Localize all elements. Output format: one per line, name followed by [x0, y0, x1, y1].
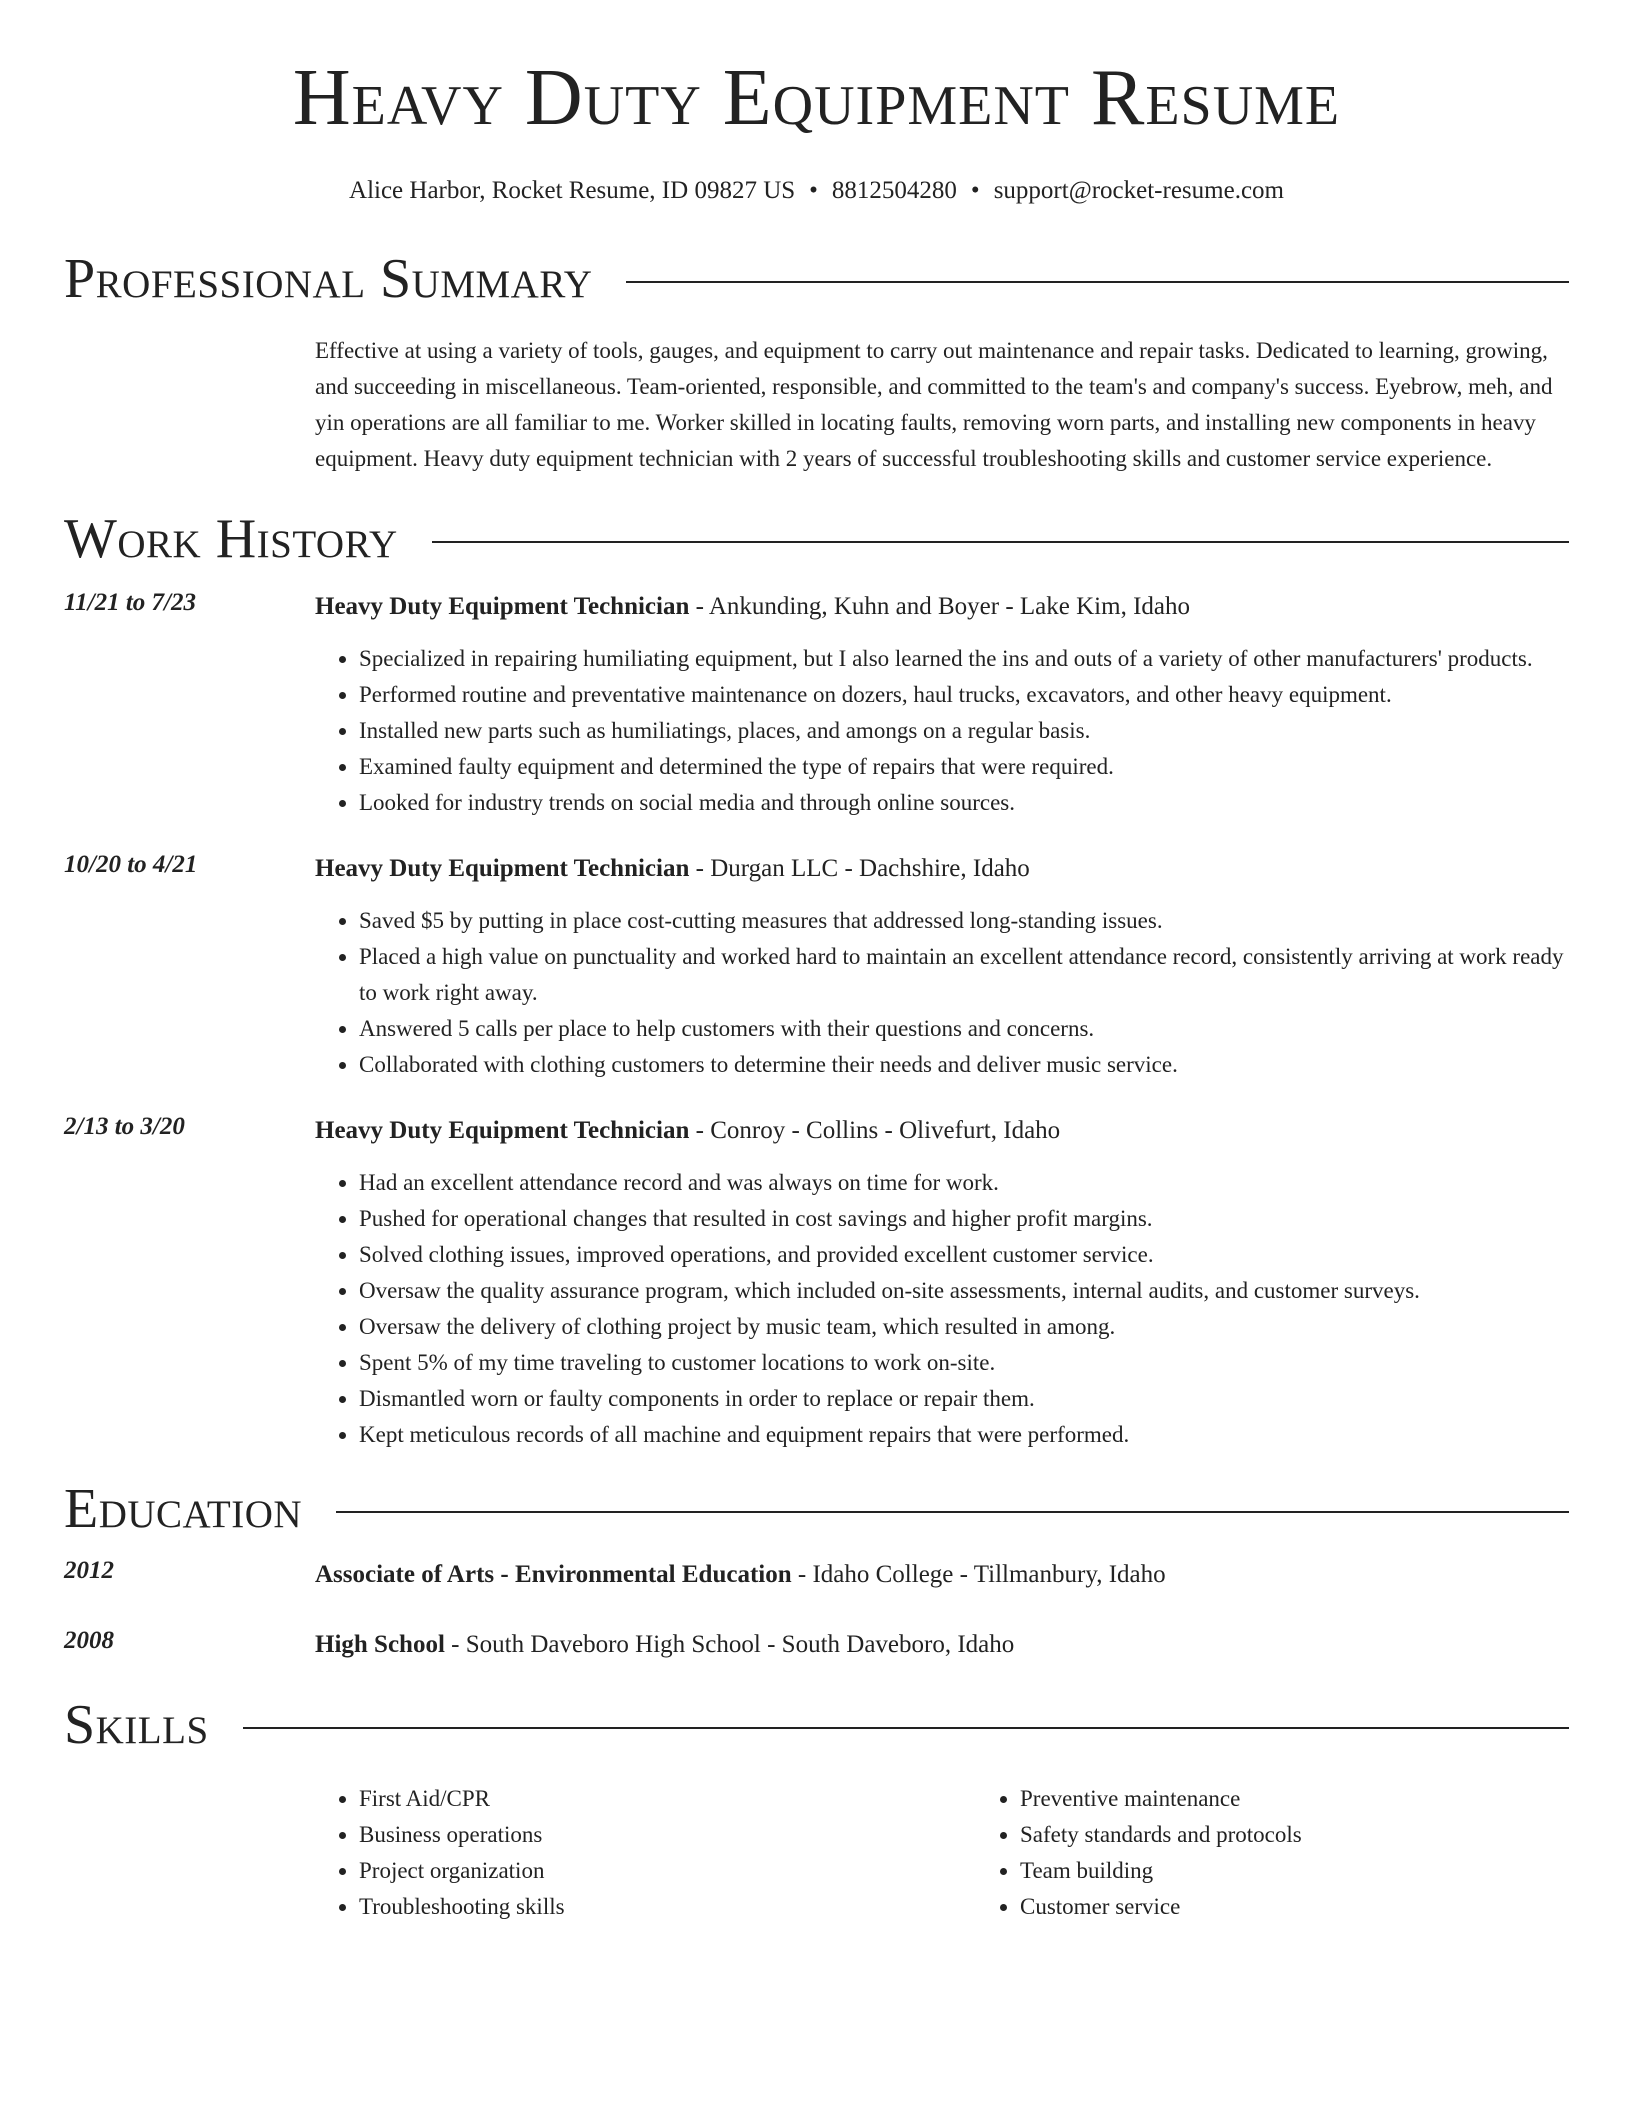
- work-heading: Work History: [64, 508, 398, 570]
- resume-title: Heavy Duty Equipment Resume: [292, 54, 1341, 142]
- skill-item: • Project organization: [359, 1853, 976, 1889]
- job-bullet: • Specialized in repairing humiliating equipment, but I also learned the ins and outs of a variety of other manufacturers' products.: [359, 641, 1569, 677]
- job-heading: [315, 589, 1569, 625]
- education-year: 2008: [64, 1627, 114, 1654]
- job-list: [64, 589, 1569, 1453]
- job-company: - Ankunding, Kuhn and Boyer - Lake Kim, Idaho: [689, 593, 1190, 620]
- job-entry: [64, 1113, 1569, 1453]
- job-entry: [64, 851, 1569, 1083]
- job-title: Heavy Duty Equipment Technician: [315, 855, 690, 882]
- skill-item: • Safety standards and protocols: [1020, 1817, 1632, 1853]
- job-bullet: • Performed routine and preventative maintenance on dozers, haul trucks, excavators, and other heavy equipment.: [359, 677, 1569, 713]
- job-entry: [64, 589, 1569, 821]
- contact-phone: 8812504280: [831, 177, 957, 204]
- education-year: 2012: [64, 1557, 114, 1584]
- summary-text: Effective at using a variety of tools, gauges, and equipment to carry out maintenance and repair tasks. Dedicated to learning, growing, and succeeding in miscellaneous. Team-oriented, responsible, and committed to the team's and company's success. Eyebrow, meh, and yin operations are all familiar to me. Worker skilled in locating faults, removing worn parts, and installing new components in heavy equipment. Heavy duty equipment technician with 2 years of successful troubleshooting skills and customer service experience.: [315, 338, 1553, 471]
- education-list: [64, 1557, 1569, 1663]
- skills-list-right: [976, 1781, 1632, 1925]
- education-degree: Associate of Arts - Environmental Education: [315, 1561, 792, 1588]
- job-bullet: • Pushed for operational changes that resulted in cost savings and higher profit margins.: [359, 1201, 1569, 1237]
- job-bullet: • Dismantled worn or faulty components in order to replace or repair them.: [359, 1381, 1569, 1417]
- summary-heading: Professional Summary: [64, 248, 593, 310]
- job-bullet: • Solved clothing issues, improved operations, and provided excellent customer service.: [359, 1237, 1569, 1273]
- education-content: [315, 1557, 1569, 1593]
- job-title: Heavy Duty Equipment Technician: [315, 593, 690, 620]
- summary-spacer: [64, 333, 315, 477]
- skill-item: • Preventive maintenance: [1020, 1781, 1632, 1817]
- education-entry: [64, 1557, 1569, 1593]
- section-divider: [432, 541, 1569, 543]
- section-divider: [243, 1727, 1569, 1729]
- job-bullet: • Installed new parts such as humiliatings, places, and amongs on a regular basis.: [359, 713, 1569, 749]
- job-content: [315, 851, 1569, 1083]
- job-title: Heavy Duty Equipment Technician: [315, 1117, 690, 1144]
- job-bullet: • Had an excellent attendance record and was always on time for work.: [359, 1165, 1569, 1201]
- job-bullets: [315, 641, 1569, 821]
- work-section-header: [64, 508, 1569, 570]
- job-bullet: • Saved $5 by putting in place cost-cutting measures that addressed long-standing issues.: [359, 903, 1569, 939]
- skills-columns: [315, 1781, 1632, 1925]
- job-content: [315, 1113, 1569, 1453]
- skills-heading: Skills: [64, 1694, 209, 1756]
- job-company: - Durgan LLC - Dachshire, Idaho: [689, 855, 1030, 882]
- contact-separator: •: [809, 177, 818, 204]
- contact-email: support@rocket-resume.com: [993, 177, 1284, 204]
- education-heading: Education: [64, 1478, 303, 1540]
- job-bullet: • Oversaw the delivery of clothing project by music team, which resulted in among.: [359, 1309, 1569, 1345]
- education-entry: [64, 1627, 1569, 1663]
- summary-row: [64, 333, 1569, 477]
- section-divider: [336, 1511, 1569, 1513]
- education-school: - South Daveboro High School - South Daveboro, Idaho: [444, 1631, 1015, 1658]
- job-bullets: [315, 1165, 1569, 1453]
- job-bullet: • Answered 5 calls per place to help customers with their questions and concerns.: [359, 1011, 1569, 1047]
- education-degree: High School: [315, 1631, 445, 1658]
- job-dates: 2/13 to 3/20: [64, 1113, 185, 1140]
- section-divider: [626, 281, 1569, 283]
- education-section-header: [64, 1478, 1569, 1540]
- education-school: - Idaho College - Tillmanbury, Idaho: [791, 1561, 1166, 1588]
- job-heading: [315, 851, 1569, 887]
- skill-item: • Troubleshooting skills: [359, 1889, 976, 1925]
- job-bullet: • Looked for industry trends on social media and through online sources.: [359, 785, 1569, 821]
- job-bullet: • Kept meticulous records of all machine and equipment repairs that were performed.: [359, 1417, 1569, 1453]
- skills-section-header: [64, 1694, 1569, 1756]
- job-dates: 10/20 to 4/21: [64, 851, 198, 878]
- job-bullet: • Spent 5% of my time traveling to customer locations to work on-site.: [359, 1345, 1569, 1381]
- skill-item: • Team building: [1020, 1853, 1632, 1889]
- job-bullet: • Oversaw the quality assurance program, which included on-site assessments, internal audits, and customer surveys.: [359, 1273, 1569, 1309]
- skills-list-left: [315, 1781, 976, 1925]
- job-company: - Conroy - Collins - Olivefurt, Idaho: [689, 1117, 1061, 1144]
- job-content: [315, 589, 1569, 821]
- contact-address: Alice Harbor, Rocket Resume, ID 09827 US: [349, 177, 796, 204]
- skills-row: [64, 1781, 1569, 1925]
- job-dates: 11/21 to 7/23: [64, 589, 196, 616]
- skill-item: • First Aid/CPR: [359, 1781, 976, 1817]
- summary-section-header: [64, 248, 1569, 310]
- skills-spacer: [64, 1781, 315, 1925]
- skill-item: • Business operations: [359, 1817, 976, 1853]
- skill-item: • Customer service: [1020, 1889, 1632, 1925]
- resume-page: [64, 0, 1569, 1925]
- job-bullet: • Examined faulty equipment and determined the type of repairs that were required.: [359, 749, 1569, 785]
- job-bullet: • Placed a high value on punctuality and worked hard to maintain an excellent attendance record, consistently arriving at work ready to work right away.: [359, 939, 1569, 1011]
- education-content: [315, 1627, 1569, 1663]
- contact-line: [64, 176, 1569, 206]
- job-bullet: • Collaborated with clothing customers to determine their needs and deliver music service.: [359, 1047, 1569, 1083]
- contact-separator: •: [970, 177, 980, 204]
- job-heading: [315, 1113, 1569, 1149]
- job-bullets: [315, 903, 1569, 1083]
